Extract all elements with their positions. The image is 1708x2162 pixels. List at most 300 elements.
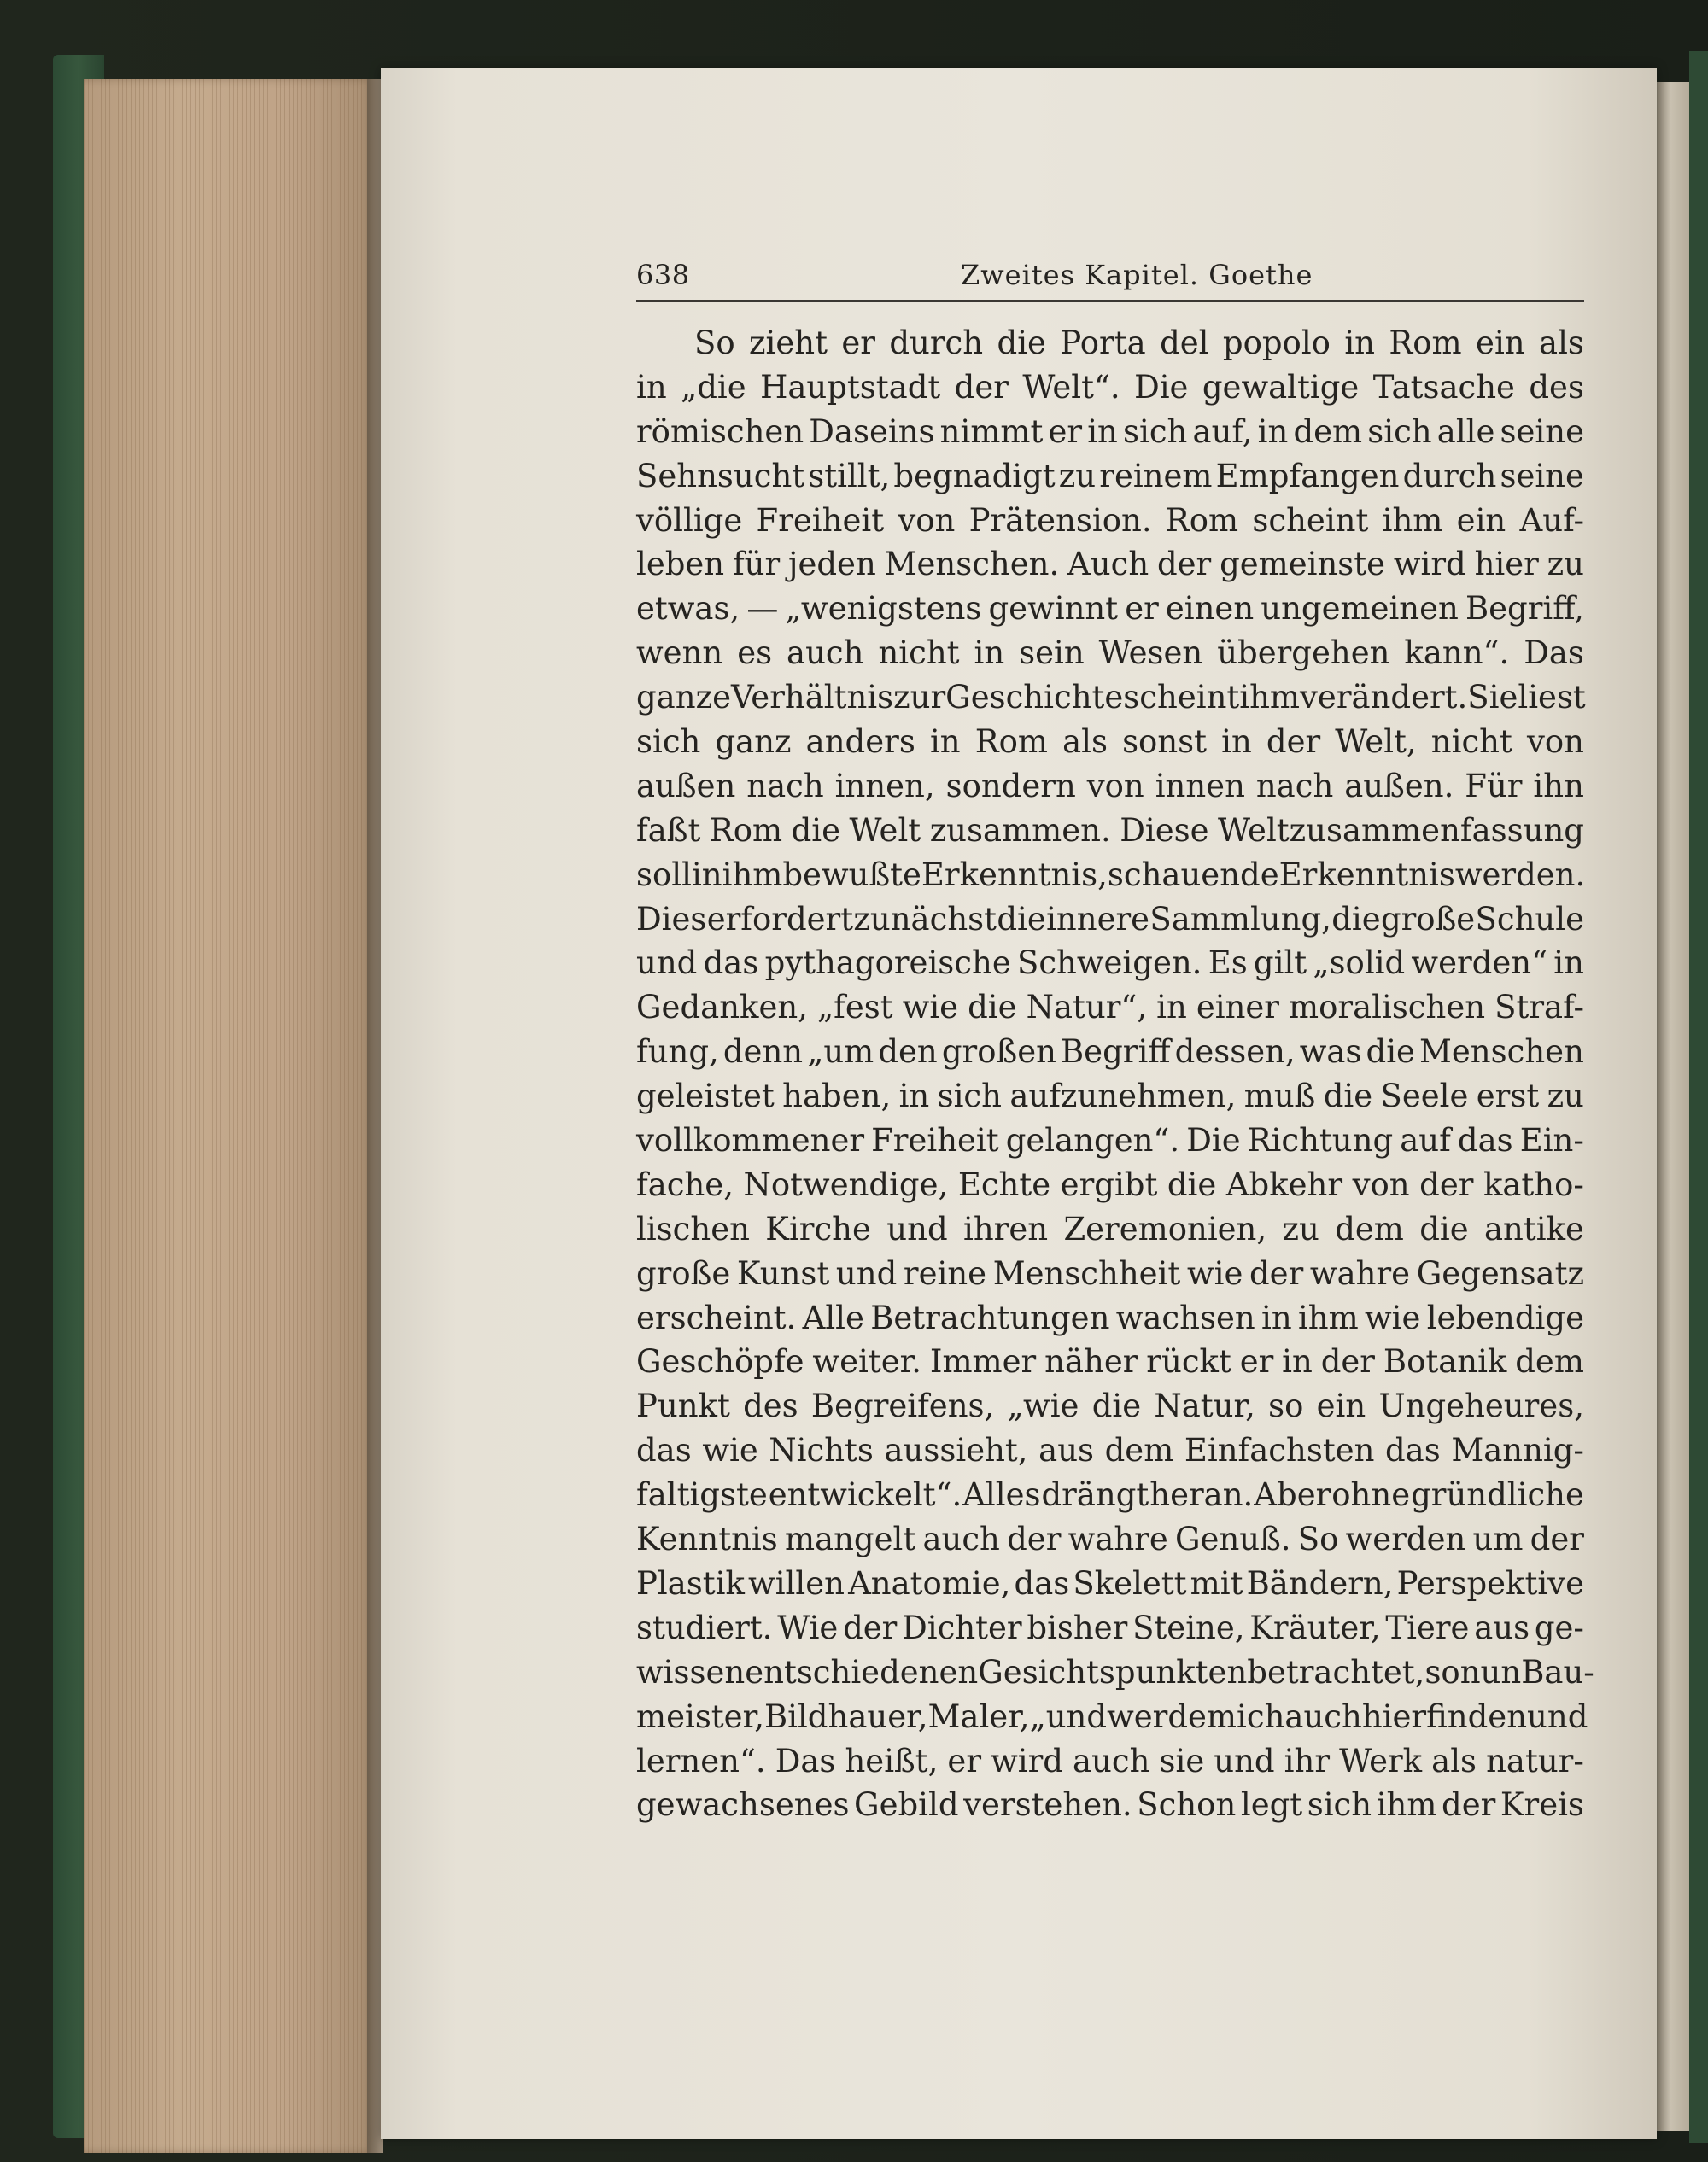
word: Das [775, 1742, 836, 1779]
text-line [636, 1429, 1584, 1473]
word: Echte [957, 1166, 1051, 1203]
word: hier [1474, 546, 1539, 583]
word: Notwendige, [743, 1166, 949, 1203]
word: Diese [1120, 811, 1209, 849]
word: dessen, [1174, 1033, 1296, 1071]
word: und [1527, 1697, 1588, 1735]
word: gewachsenes [636, 1786, 850, 1824]
word: ein [1456, 501, 1506, 539]
word: Immer [929, 1343, 1037, 1381]
page-text-block [636, 252, 1594, 1827]
text-line [636, 1163, 1584, 1207]
text-line [636, 454, 1584, 499]
word: Einfachsten [1184, 1432, 1375, 1470]
word: für [732, 546, 781, 583]
word: er [1125, 590, 1159, 628]
word: dem [1104, 1432, 1174, 1470]
text-line [636, 853, 1584, 897]
word: durch [889, 324, 984, 361]
word: faßt [636, 811, 701, 849]
word: willen [748, 1564, 845, 1602]
word: zieht [749, 324, 828, 361]
word: durch [1402, 457, 1497, 494]
word: gründliche [1411, 1476, 1584, 1514]
word: dem [1515, 1343, 1584, 1381]
word: sich [1367, 412, 1432, 450]
word: Verhältnis [730, 679, 894, 716]
word: Freiheit [756, 501, 885, 539]
word: Sehnsucht [636, 457, 805, 494]
word: die [1323, 1078, 1373, 1115]
word: er [841, 324, 875, 361]
word: „solid [1313, 944, 1406, 982]
text-line [636, 1207, 1584, 1252]
word: Maler, [927, 1697, 1030, 1735]
word: wird [1393, 546, 1466, 583]
word: werde [1107, 1697, 1207, 1735]
word: auch [1284, 1697, 1362, 1735]
word: Alles [962, 1476, 1041, 1514]
word: ein [1476, 324, 1525, 361]
word: sie [1159, 1742, 1205, 1779]
word: hier [1361, 1697, 1427, 1735]
word: begnadigt [893, 457, 1056, 494]
word: weiter. [812, 1343, 921, 1381]
word: heißt, [845, 1742, 939, 1779]
word: dem [1335, 1210, 1404, 1248]
word: ihm [1239, 679, 1301, 716]
word: „wie [1007, 1388, 1079, 1425]
word: Betrachtungen [870, 1299, 1110, 1336]
word: Plastik [636, 1564, 745, 1602]
word: der [1249, 1254, 1304, 1292]
word: zu [1547, 1078, 1584, 1115]
text-line [636, 1473, 1584, 1517]
word: sein [1019, 634, 1085, 672]
text-line [636, 809, 1584, 853]
word: antike [1484, 1210, 1584, 1248]
word: die [1366, 1033, 1415, 1071]
word: sich [937, 1078, 1002, 1115]
word: lischen [636, 1210, 750, 1248]
word: heran. [1149, 1476, 1254, 1514]
word: die [1167, 1166, 1217, 1203]
word: zu [1547, 546, 1584, 583]
word: zu [1058, 457, 1097, 494]
word: Nichts [769, 1432, 874, 1470]
word: Rom [974, 723, 1048, 761]
word: Kirche [765, 1210, 871, 1248]
word: Bändern, [1246, 1564, 1394, 1602]
word: das [1385, 1432, 1441, 1470]
text-line [636, 1695, 1588, 1739]
word: nun [1459, 1653, 1522, 1691]
text-line [636, 1119, 1584, 1163]
word: in [929, 723, 961, 761]
word: als [1062, 723, 1108, 761]
word: Gedanken, [636, 989, 808, 1026]
text-line [636, 631, 1584, 675]
text-line [636, 542, 1584, 587]
word: in [691, 856, 722, 893]
word: das [703, 944, 759, 982]
word: etwas, [636, 590, 740, 628]
text-line [636, 1030, 1584, 1074]
word: das [636, 1432, 692, 1470]
word: Für [1465, 767, 1523, 804]
word: Sammlung, [1149, 900, 1331, 938]
word: alle [1436, 412, 1495, 450]
word: reinem [1099, 457, 1213, 494]
word: das [1457, 1122, 1513, 1160]
word: ihr [1284, 1742, 1331, 1779]
word: in [974, 634, 1005, 672]
word: Kunst [736, 1254, 830, 1292]
word: gelangen“. [1005, 1122, 1180, 1160]
word: Begriff [1060, 1033, 1171, 1071]
word: in [1344, 324, 1375, 361]
word: „und [1029, 1697, 1108, 1735]
word: faltigste [636, 1476, 768, 1514]
word: Geschichte [945, 679, 1124, 716]
word: so [1268, 1388, 1304, 1425]
word: auch [1073, 1742, 1150, 1779]
word: näher [1044, 1343, 1138, 1381]
word: nach [1255, 767, 1334, 804]
word: von [898, 501, 956, 539]
word: „um [807, 1033, 874, 1071]
word: Porta [1060, 324, 1146, 361]
text-line [636, 1074, 1584, 1119]
word: kann“. [1404, 634, 1510, 672]
word: finden [1426, 1697, 1528, 1735]
word: katho- [1483, 1166, 1584, 1203]
text-line [636, 1252, 1584, 1296]
word: innen, [834, 767, 935, 804]
word: Schweigen. [1016, 944, 1202, 982]
word: lernen“. [636, 1742, 766, 1779]
word: Auf- [1519, 501, 1584, 539]
word: was [1299, 1033, 1362, 1071]
word: denn [722, 1033, 804, 1071]
word: ergibt [1060, 1166, 1158, 1203]
word: zur [893, 679, 946, 716]
word: Genuß. [1174, 1521, 1291, 1558]
word: Schon [1137, 1786, 1237, 1824]
text-line [636, 499, 1584, 543]
word: Die [1186, 1122, 1241, 1160]
word: del [1160, 324, 1209, 361]
word: Natur“, [1026, 989, 1148, 1026]
word: er [947, 1742, 982, 1779]
text-line [636, 1562, 1584, 1606]
text-line [636, 1783, 1584, 1827]
word: in [1553, 944, 1584, 982]
page-number: 638 [636, 259, 690, 291]
word: in [898, 1078, 930, 1115]
word: Anatomie, [848, 1564, 1011, 1602]
word: von [1526, 723, 1584, 761]
word: bisher [1027, 1609, 1128, 1646]
word: Daseins [809, 412, 935, 450]
word: Aber [1254, 1476, 1331, 1514]
word: ihm [722, 856, 783, 893]
word: in [1221, 723, 1252, 761]
word: studiert. [636, 1609, 773, 1646]
word: und [835, 1254, 898, 1292]
body-text [636, 321, 1594, 1827]
word: und [1214, 1742, 1275, 1779]
word: aus [1038, 1432, 1095, 1470]
text-line [636, 1517, 1584, 1562]
word: aufzunehmen, [1009, 1078, 1237, 1115]
text-line [636, 941, 1584, 985]
word: Tiere [1385, 1609, 1470, 1646]
word: Menschen. [884, 546, 1060, 583]
word: einer [1196, 989, 1279, 1026]
word: betrachtet, [1247, 1653, 1425, 1691]
text-line [636, 587, 1584, 631]
word: Rom [1165, 501, 1239, 539]
word: Menschheit [992, 1254, 1181, 1292]
text-line [636, 321, 1584, 365]
word: dem [1293, 412, 1363, 450]
text-line [636, 365, 1584, 410]
word: Bau- [1521, 1653, 1594, 1691]
word: erst [1476, 1078, 1540, 1115]
word: zusammen. [929, 811, 1111, 849]
word: als [1431, 1742, 1477, 1779]
word: scheint [1123, 679, 1240, 716]
word: die [997, 324, 1046, 361]
word: Wie [777, 1609, 839, 1646]
word: auch [787, 634, 864, 672]
word: Skelett [1073, 1564, 1187, 1602]
page-edges [84, 79, 374, 2153]
word: Tatsache [1372, 368, 1515, 406]
word: entwickelt“. [768, 1476, 962, 1514]
word: schauende [1107, 856, 1279, 893]
word: vollkommener [636, 1122, 865, 1160]
word: Mannig- [1451, 1432, 1584, 1470]
word: Auch [1068, 546, 1149, 583]
word: pythagoreische [764, 944, 1011, 982]
word: werden. [1454, 856, 1586, 893]
word: großen [941, 1033, 1056, 1071]
word: Seele [1380, 1078, 1469, 1115]
text-line [636, 1606, 1584, 1651]
text-line [636, 1340, 1584, 1384]
word: auf, [1192, 412, 1253, 450]
word: scheint [1252, 501, 1369, 539]
word: Bildhauer, [763, 1697, 928, 1735]
word: Rom [709, 811, 783, 849]
word: Ein- [1519, 1122, 1584, 1160]
word: fache, [636, 1166, 734, 1203]
word: sich [636, 723, 701, 761]
word: die [1419, 1210, 1469, 1248]
word: Kenntnis [636, 1521, 778, 1558]
word: der [843, 1609, 898, 1646]
word: entschiedenen [745, 1653, 979, 1691]
word: nach [746, 767, 824, 804]
word: wachsen [1115, 1299, 1255, 1336]
text-line [636, 1296, 1584, 1341]
word: außen [636, 767, 736, 804]
word: anders [805, 723, 915, 761]
word: völlige [636, 501, 743, 539]
word: So [694, 324, 735, 361]
word: die [1091, 1388, 1142, 1425]
word: Kräuter, [1249, 1609, 1381, 1646]
word: ihm [1382, 501, 1443, 539]
word: große [1380, 900, 1476, 938]
word: Kreis [1500, 1786, 1584, 1824]
word: den [878, 1033, 938, 1071]
word: ungemeinen [1261, 590, 1459, 628]
word: Gesichtspunkten [978, 1653, 1248, 1691]
word: Freiheit [871, 1122, 999, 1160]
word: ihn [1533, 767, 1584, 804]
word: aus [1474, 1609, 1530, 1646]
word: Alle [802, 1299, 864, 1336]
word: ge- [1534, 1609, 1584, 1646]
word: sich [1307, 1786, 1372, 1824]
word: legt [1240, 1786, 1303, 1824]
word: soll [636, 856, 692, 893]
word: Sie [1467, 679, 1518, 716]
word: Welt, [1335, 723, 1417, 761]
word: er [1048, 412, 1083, 450]
word: von [1086, 767, 1144, 804]
word: Es [1208, 944, 1248, 982]
word: die [997, 900, 1046, 938]
word: verstehen. [963, 1786, 1132, 1824]
word: auf [1400, 1122, 1451, 1160]
text-line [636, 1739, 1584, 1784]
word: Abkehr [1225, 1166, 1343, 1203]
text-line [636, 985, 1584, 1030]
word: „wenigstens [785, 590, 982, 628]
word: und [886, 1210, 948, 1248]
running-head [636, 252, 1584, 302]
word: der [1266, 723, 1321, 761]
word: werden“ [1411, 944, 1548, 982]
word: wie [1186, 1254, 1243, 1292]
word: gewaltige [1202, 368, 1360, 406]
word: ein [1316, 1388, 1366, 1425]
text-line [636, 1651, 1594, 1695]
word: seine [1500, 412, 1584, 450]
word: als [1539, 324, 1584, 361]
word: in [1261, 1299, 1292, 1336]
word: er [1239, 1343, 1274, 1381]
word: jeden [788, 546, 876, 583]
word: gilt [1253, 944, 1307, 982]
word: — [746, 590, 779, 628]
chapter-title: Zweites Kapitel. Goethe [961, 259, 1313, 291]
word: Dies [636, 900, 707, 938]
word: meister, [636, 1697, 764, 1735]
word: die [1331, 900, 1381, 938]
word: es [737, 634, 773, 672]
word: Natur, [1154, 1388, 1255, 1425]
word: um [1472, 1521, 1524, 1558]
word: natur- [1486, 1742, 1584, 1779]
word: nicht [1430, 723, 1512, 761]
word: ihren [963, 1210, 1049, 1248]
word: große [636, 1254, 731, 1292]
word: verändert. [1300, 679, 1468, 716]
word: mich [1206, 1697, 1285, 1735]
word: Botanik [1383, 1343, 1507, 1381]
word: ohne [1331, 1476, 1411, 1514]
text-line [636, 897, 1584, 942]
word: erscheint. [636, 1299, 797, 1336]
word: gemeinste [1220, 546, 1386, 583]
word: wie [1365, 1299, 1421, 1336]
word: moralischen [1289, 989, 1486, 1026]
text-line [636, 1384, 1584, 1429]
word: Menschen [1419, 1033, 1584, 1071]
facing-page-edge [1657, 82, 1691, 2131]
word: von [1352, 1166, 1410, 1203]
word: Erkenntnis, [921, 856, 1108, 893]
word: gewinnt [988, 590, 1119, 628]
word: mangelt [784, 1521, 916, 1558]
word: popolo [1222, 324, 1331, 361]
word: übergehen [1217, 634, 1390, 672]
word: Prätension. [968, 501, 1152, 539]
word: Weltzusammenfassung [1218, 811, 1584, 849]
word: mit [1190, 1564, 1243, 1602]
word: der [1007, 1521, 1062, 1558]
word: Begreifens, [810, 1388, 995, 1425]
word: der [954, 368, 1009, 406]
word: außen. [1344, 767, 1454, 804]
word: wahre [1068, 1521, 1168, 1558]
word: in [636, 368, 667, 406]
word: Das [1524, 634, 1584, 672]
word: zunächst [853, 900, 997, 938]
word: „fest [816, 989, 893, 1026]
word: So [1297, 1521, 1339, 1558]
word: Welt“. [1022, 368, 1120, 406]
word: innere [1046, 900, 1150, 938]
word: sonst [1122, 723, 1208, 761]
word: in [1156, 989, 1187, 1026]
word: wenn [636, 634, 723, 672]
word: Schule [1475, 900, 1584, 938]
word: Empfangen [1215, 457, 1400, 494]
word: der [1442, 1786, 1496, 1824]
word: Steine, [1132, 1609, 1245, 1646]
word: werden [1345, 1521, 1466, 1558]
word: ganz [715, 723, 792, 761]
word: die [791, 811, 841, 849]
word: und [636, 944, 698, 982]
word: in [1087, 412, 1118, 450]
text-line [636, 675, 1584, 720]
word: Rom [1389, 324, 1462, 361]
word: der [1530, 1521, 1584, 1558]
word: so [1424, 1653, 1460, 1691]
text-line [636, 764, 1584, 809]
word: das [1014, 1564, 1070, 1602]
word: in [1257, 412, 1289, 450]
word: innen [1155, 767, 1245, 804]
word: haben, [782, 1078, 892, 1115]
